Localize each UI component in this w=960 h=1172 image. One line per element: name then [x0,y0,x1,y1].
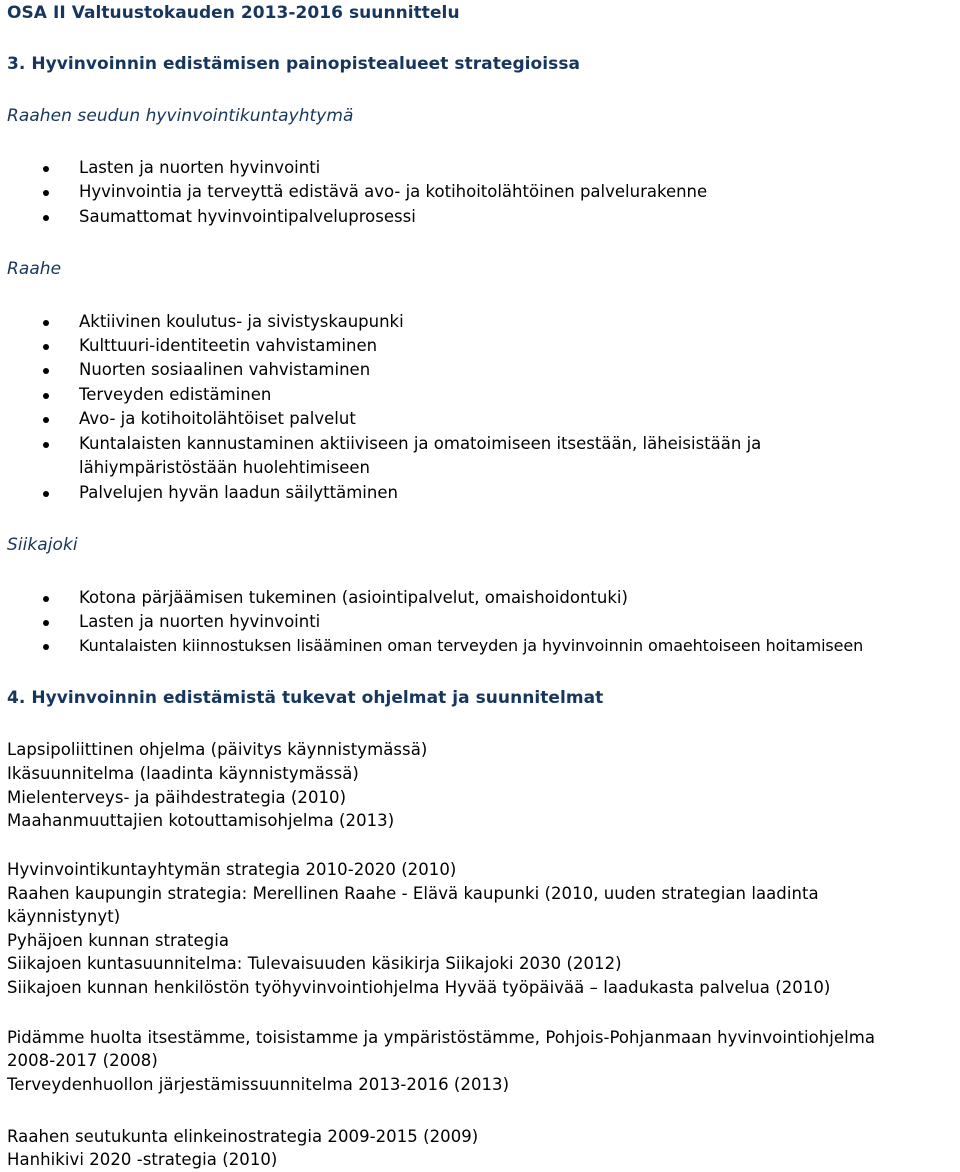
group-title-raahen-seudun: Raahen seudun hyvinvointikuntayhtymä [7,106,354,126]
program-line: Pidämme huolta itsestämme, toisistamme ja ympäristöstämme, Pohjois-Pohjanmaan hyvinvointiohjelma [7,1028,876,1047]
list-item-text: Hyvinvointia ja terveyttä edistävä avo- ja kotihoitolähtöinen palvelurakenne [79,182,708,201]
list-item-text: Lasten ja nuorten hyvinvointi [79,158,321,177]
bullet-icon [43,215,49,221]
program-line: Lapsipoliittinen ohjelma (päivitys käynnistymässä) [7,740,428,759]
list-item-text: Aktiivinen koulutus- ja sivistyskaupunki [79,312,404,331]
program-line: Hyvinvointikuntayhtymän strategia 2010-2020 (2010) [7,860,457,879]
bullet-icon [43,442,49,448]
list-item-text: Kuntalaisten kannustaminen aktiiviseen ja omatoimiseen itsestään, läheisistään ja lähiympäristöstään huolehtimiseen [79,434,762,477]
program-line: käynnistynyt) [7,907,121,926]
bullet-icon [43,393,49,399]
bullet-icon [43,620,49,626]
program-line: Raahen seutukunta elinkeinostrategia 2009-2015 (2009) [7,1127,479,1146]
list-item-text: Kuntalaisten kiinnostuksen lisääminen oman terveyden ja hyvinvoinnin omaehtoiseen hoitamiseen [79,636,864,655]
program-line: Raahen kaupungin strategia: Merellinen Raahe - Elävä kaupunki (2010, uuden strategian laadinta [7,884,819,903]
section-3-title: 3. Hyvinvoinnin edistämisen painopistealueet strategioissa [7,54,581,74]
bullet-icon [43,368,49,374]
program-line: Terveydenhuollon järjestämissuunnitelma 2013-2016 (2013) [7,1075,510,1094]
program-line: Maahanmuuttajien kotouttamisohjelma (2013) [7,811,395,830]
group-title-raahe: Raahe [7,259,62,279]
program-line: 2008-2017 (2008) [7,1051,158,1070]
bullet-icon [43,596,49,602]
bullet-icon [43,644,49,650]
list-item-text: Terveyden edistäminen [79,385,272,404]
section-4-title: 4. Hyvinvoinnin edistämistä tukevat ohjelmat ja suunnitelmat [7,688,604,708]
list-item-text: Nuorten sosiaalinen vahvistaminen [79,360,371,379]
program-line: Pyhäjoen kunnan strategia [7,931,230,950]
list-item-text: Kulttuuri-identiteetin vahvistaminen [79,336,378,355]
bullet-icon [43,491,49,497]
list-item-text: Lasten ja nuorten hyvinvointi [79,612,321,631]
bullet-icon [43,344,49,350]
list-item [7,432,907,480]
program-line: Ikäsuunnitelma (laadinta käynnistymässä) [7,764,359,783]
bullet-icon [43,417,49,423]
program-line: Mielenterveys- ja päihdestrategia (2010) [7,788,347,807]
list-item-text: Avo- ja kotihoitolähtöiset palvelut [79,409,356,428]
program-line: Siikajoen kuntasuunnitelma: Tulevaisuuden käsikirja Siikajoki 2030 (2012) [7,954,622,973]
program-line: Siikajoen kunnan henkilöstön työhyvinvointiohjelma Hyvää työpäivää – laadukasta palvelua (2010) [7,978,831,997]
bullet-icon [43,190,49,196]
bullet-icon [43,166,49,172]
part-title: OSA II Valtuustokauden 2013-2016 suunnittelu [7,3,460,23]
list-item-text: Saumattomat hyvinvointipalveluprosessi [79,207,416,226]
program-line: Hanhikivi 2020 -strategia (2010) [7,1150,278,1169]
list-item-text: Kotona pärjäämisen tukeminen (asiointipalvelut, omaishoidontuki) [79,588,628,607]
bullet-icon [43,320,49,326]
list-item-text: Palvelujen hyvän laadun säilyttäminen [79,483,398,502]
group-title-siikajoki: Siikajoki [7,535,78,555]
